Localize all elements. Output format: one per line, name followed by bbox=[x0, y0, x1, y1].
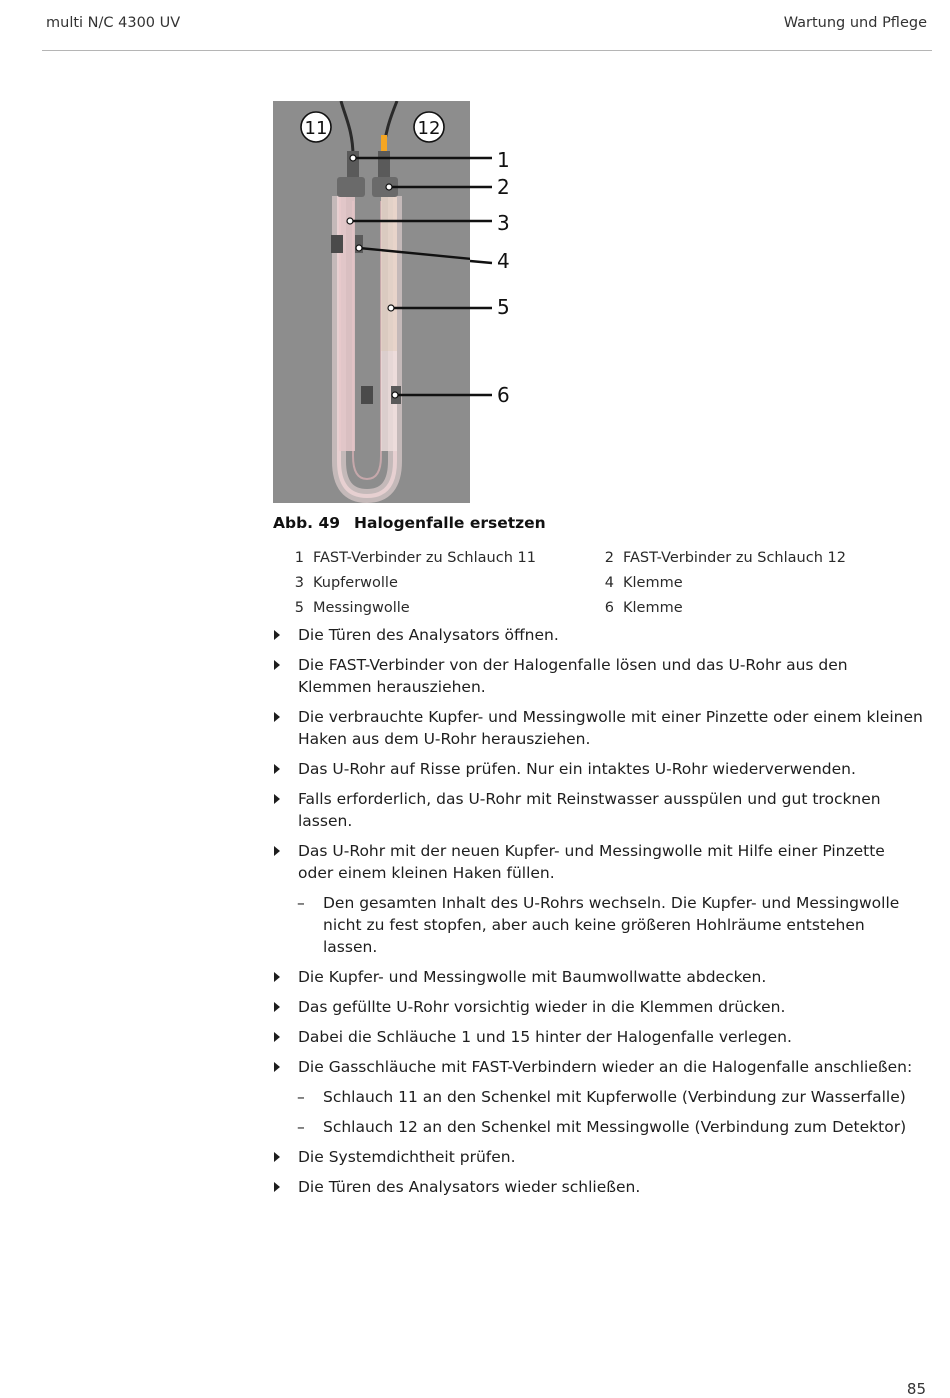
leader-lines bbox=[470, 150, 495, 410]
step-text: Die Türen des Analysators wieder schließen. bbox=[298, 1178, 641, 1196]
step-text: Die Systemdichtheit prüfen. bbox=[298, 1148, 516, 1166]
triangle-bullet-icon bbox=[274, 1032, 280, 1042]
step-text: Dabei die Schläuche 1 und 15 hinter der Halogenfalle verlegen. bbox=[298, 1028, 792, 1046]
instruction-substep bbox=[273, 1086, 923, 1108]
substep-text: Schlauch 11 an den Schenkel mit Kupferwolle (Verbindung zur Wasserfalle) bbox=[323, 1088, 906, 1106]
step-text: Die Kupfer- und Messingwolle mit Baumwollwatte abdecken. bbox=[298, 968, 767, 986]
dash-bullet: – bbox=[297, 894, 305, 912]
triangle-bullet-icon bbox=[274, 660, 280, 670]
dash-bullet: – bbox=[297, 1088, 305, 1106]
triangle-bullet-icon bbox=[274, 1062, 280, 1072]
callout-5: 5 bbox=[497, 295, 510, 319]
step-text: Das U-Rohr mit der neuen Kupfer- und Messingwolle mit Hilfe einer Pinzette oder einem kleinen Haken füllen. bbox=[298, 842, 885, 882]
triangle-bullet-icon bbox=[274, 794, 280, 804]
triangle-bullet-icon bbox=[274, 1002, 280, 1012]
header-divider bbox=[42, 50, 932, 51]
instruction-step bbox=[273, 966, 923, 988]
running-header-product: multi N/C 4300 UV bbox=[46, 15, 181, 31]
legend-number: 3 bbox=[294, 574, 304, 591]
step-text: Das gefüllte U-Rohr vorsichtig wieder in die Klemmen drücken. bbox=[298, 998, 786, 1016]
step-text: Falls erforderlich, das U-Rohr mit Reinstwasser ausspülen und gut trocknen lassen. bbox=[298, 790, 881, 830]
instruction-substep bbox=[273, 892, 923, 958]
instruction-step bbox=[273, 1146, 923, 1168]
legend-text: FAST-Verbinder zu Schlauch 11 bbox=[313, 549, 536, 566]
legend-item bbox=[273, 575, 583, 591]
legend-text: Kupferwolle bbox=[313, 574, 398, 591]
step-text: Die Gasschläuche mit FAST-Verbindern wieder an die Halogenfalle anschließen: bbox=[298, 1058, 913, 1076]
callout-1: 1 bbox=[497, 148, 510, 172]
hose-label-11: 11 bbox=[304, 118, 328, 139]
legend-number: 6 bbox=[604, 599, 614, 616]
instruction-substep bbox=[273, 1116, 923, 1138]
figure-caption-number: Abb. 49 bbox=[273, 514, 341, 532]
instruction-step bbox=[273, 788, 923, 832]
legend-number: 1 bbox=[294, 549, 304, 566]
step-text: Die Türen des Analysators öffnen. bbox=[298, 626, 559, 644]
legend-item bbox=[273, 550, 583, 566]
running-header-section: Wartung und Pflege bbox=[783, 15, 927, 31]
page-number: 85 bbox=[906, 1380, 926, 1398]
legend-row bbox=[273, 545, 893, 570]
legend-text: Klemme bbox=[623, 599, 683, 616]
instruction-step bbox=[273, 654, 923, 698]
halogen-trap-illustration bbox=[273, 101, 470, 503]
callout-4: 4 bbox=[497, 249, 510, 273]
legend-number: 2 bbox=[604, 549, 614, 566]
hose-label-12: 12 bbox=[417, 118, 441, 139]
legend-text: FAST-Verbinder zu Schlauch 12 bbox=[623, 549, 846, 566]
instruction-step bbox=[273, 840, 923, 884]
triangle-bullet-icon bbox=[274, 972, 280, 982]
triangle-bullet-icon bbox=[274, 846, 280, 856]
instruction-step bbox=[273, 624, 923, 646]
callout-6: 6 bbox=[497, 383, 510, 407]
instruction-step bbox=[273, 1056, 923, 1078]
legend-text: Klemme bbox=[623, 574, 683, 591]
triangle-bullet-icon bbox=[274, 630, 280, 640]
legend-row bbox=[273, 570, 893, 595]
triangle-bullet-icon bbox=[274, 1182, 280, 1192]
step-text: Die FAST-Verbinder von der Halogenfalle lösen und das U-Rohr aus den Klemmen herausziehen. bbox=[298, 656, 848, 696]
legend-item bbox=[583, 550, 893, 566]
instruction-step bbox=[273, 1176, 923, 1198]
legend-row bbox=[273, 595, 893, 620]
triangle-bullet-icon bbox=[274, 1152, 280, 1162]
legend-text: Messingwolle bbox=[313, 599, 410, 616]
step-text: Das U-Rohr auf Risse prüfen. Nur ein intaktes U-Rohr wiederverwenden. bbox=[298, 760, 856, 778]
figure-legend bbox=[273, 545, 893, 620]
legend-number: 4 bbox=[604, 574, 614, 591]
dash-bullet: – bbox=[297, 1118, 305, 1136]
callout-3: 3 bbox=[497, 211, 510, 235]
legend-item bbox=[583, 600, 893, 616]
figure-caption bbox=[273, 514, 546, 532]
instruction-step bbox=[273, 706, 923, 750]
figure-caption-title: Halogenfalle ersetzen bbox=[354, 514, 546, 532]
legend-item bbox=[583, 575, 893, 591]
triangle-bullet-icon bbox=[274, 712, 280, 722]
step-text: Die verbrauchte Kupfer- und Messingwolle mit einer Pinzette oder einem kleinen Haken aus dem U-Rohr herausziehen. bbox=[298, 708, 923, 748]
legend-item bbox=[273, 600, 583, 616]
legend-number: 5 bbox=[294, 599, 304, 616]
instruction-step bbox=[273, 996, 923, 1018]
callout-2: 2 bbox=[497, 175, 510, 199]
instruction-list bbox=[273, 624, 923, 1206]
triangle-bullet-icon bbox=[274, 764, 280, 774]
substep-text: Den gesamten Inhalt des U-Rohrs wechseln. Die Kupfer- und Messingwolle nicht zu fest stopfen, aber auch keine größeren Hohlräume entstehen lassen. bbox=[323, 894, 900, 956]
instruction-step bbox=[273, 1026, 923, 1048]
instruction-step bbox=[273, 758, 923, 780]
substep-text: Schlauch 12 an den Schenkel mit Messingwolle (Verbindung zum Detektor) bbox=[323, 1118, 907, 1136]
